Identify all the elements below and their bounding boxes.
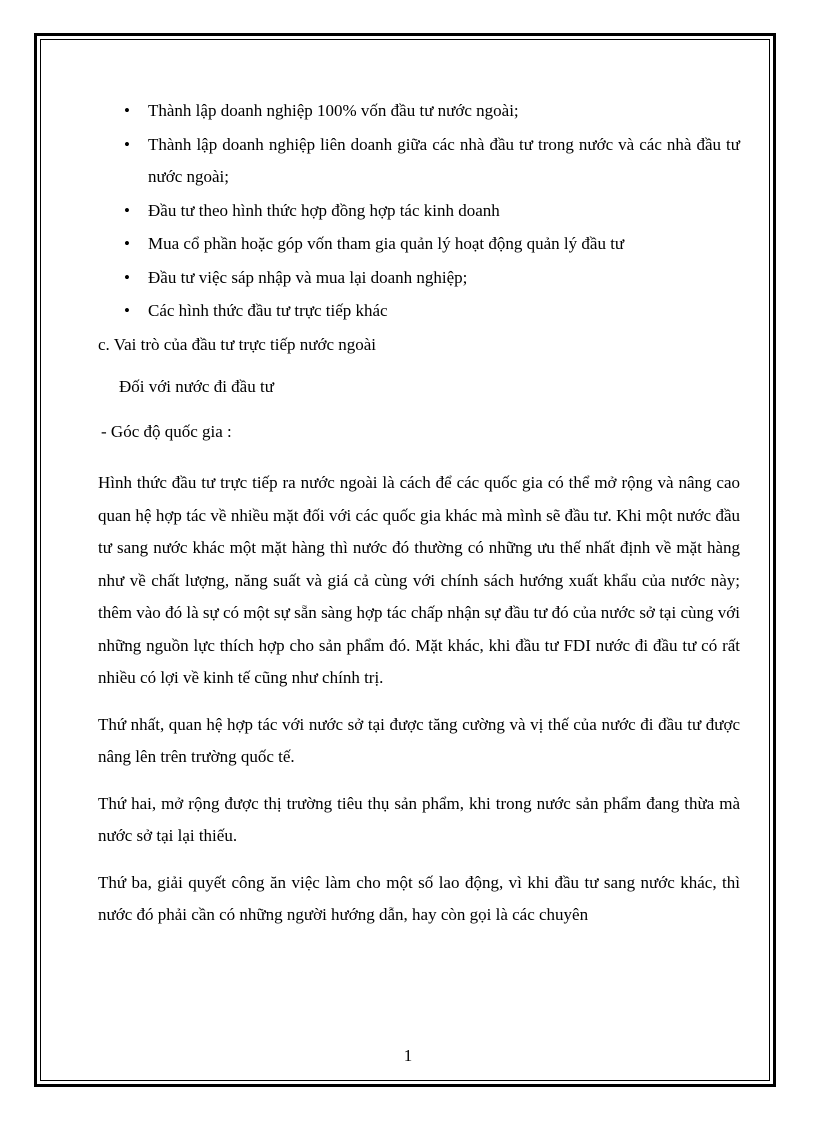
bullet-text: Thành lập doanh nghiệp 100% vốn đầu tư nước ngoài; [148,101,519,120]
bullet-item [98,129,740,194]
bullet-icon: • [124,234,130,253]
section-heading: c. Vai trò của đầu tư trực tiếp nước ngoài [98,334,377,354]
page-number: 1 [403,1046,413,1065]
bullet-text: Các hình thức đầu tư trực tiếp khác [148,301,388,320]
bullet-icon: • [124,134,130,154]
bullet-text: Mua cổ phần hoặc góp vốn tham gia quản lý hoạt động quản lý đầu tư [148,234,625,253]
bullet-item [98,228,740,261]
bullet-text: Thành lập doanh nghiệp liên doanh giữa các nhà đầu tư trong nước và các nhà đầu tư nước ngoài; [148,134,740,186]
bullet-list [98,95,740,328]
paragraph: Thứ hai, mở rộng được thị trường tiêu thụ sản phẩm, khi trong nước sản phẩm đang thừa mà nước sở tại lại thiếu. [98,793,740,845]
sub-heading: Đối với nước đi đầu tư [119,377,274,396]
document-body [98,95,740,932]
bullet-item [98,295,740,328]
paragraph: Thứ nhất, quan hệ hợp tác với nước sở tại được tăng cường và vị thế của nước đi đầu tư được nâng lên trên trường quốc tế. [98,714,740,766]
paragraph: Thứ ba, giải quyết công ăn việc làm cho một số lao động, vì khi đầu tư sang nước khác, thì nước đó phải cần có những người hướng dẫn, hay còn gọi là các chuyên [98,872,740,924]
bullet-icon: • [124,200,130,220]
bullet-icon: • [124,101,130,120]
bullet-item [98,195,740,228]
bullet-text: Đầu tư việc sáp nhập và mua lại doanh nghiệp; [148,267,468,287]
bullet-icon: • [124,301,130,320]
bullet-text: Đầu tư theo hình thức hợp đồng hợp tác kinh doanh [148,200,500,220]
paragraph: Hình thức đầu tư trực tiếp ra nước ngoài là cách để các quốc gia có thể mở rộng và nâng cao quan hệ hợp tác về nhiều mặt đối với các quốc gia khác mà mình sẽ đầu tư. Khi một nước đầu tư sang nước khác một mặt hàng thì nước đó thường có những ưu thế nhất định về mặt hàng như về chất lượng, năng suất và giá cả cùng với chính sách hướng xuất khẩu của nước này; thêm vào đó là sự có một sự sẵn sàng hợp tác chấp nhận sự đầu tư đó của nước sở tại cùng với những nguồn lực thích hợp cho sản phẩm đó. Mặt khác, khi đầu tư FDI nước đi đầu tư có rất nhiều có lợi về kinh tế cũng như chính trị. [98,473,740,687]
bullet-icon: • [124,267,130,287]
bullet-item [98,262,740,295]
context-label: - Góc độ quốc gia : [101,421,232,441]
bullet-item [98,95,740,128]
